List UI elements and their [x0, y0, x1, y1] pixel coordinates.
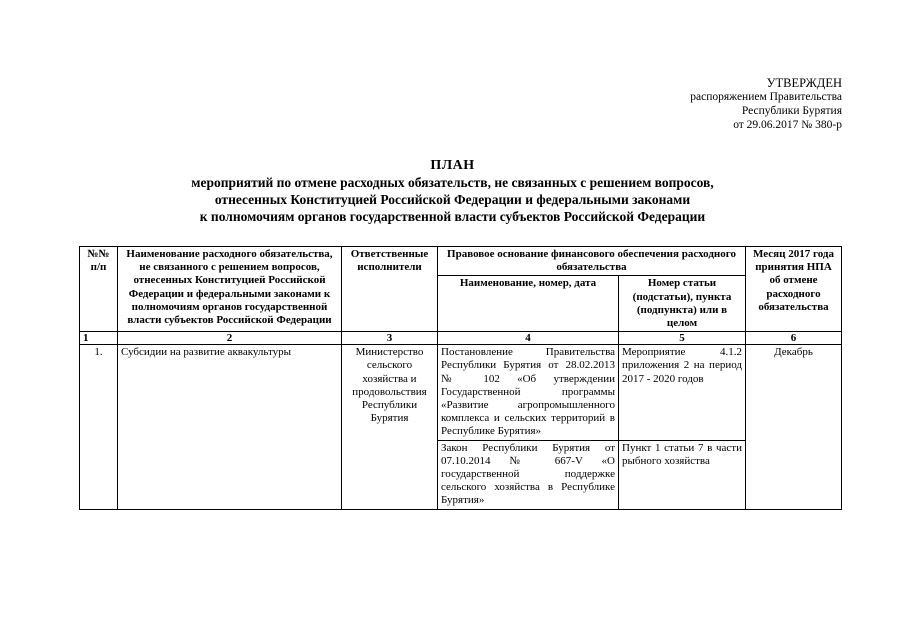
plan-table — [79, 246, 842, 510]
document-subtitle-line-1: мероприятий по отмене расходных обязательств, не связанных с решением вопросов, — [191, 175, 714, 190]
header-obligation-name: Наименование расходного обязательства, не связанного с решением вопросов, отнесенных Конституцией Российской Федерации и федеральными законами к полномочиям органов государственной власти субъектов Российской Федерации — [118, 247, 342, 332]
header-responsible: Ответственные исполнители — [342, 247, 438, 332]
row-number: 1. — [80, 345, 118, 509]
document-subtitle-line-3: к полномочиям органов государственной власти субъектов Российской Федерации — [199, 209, 706, 224]
column-number: 4 — [438, 332, 619, 345]
responsible-executor: Министерство сельского хозяйства и продовольствия Республики Бурятия — [342, 345, 438, 509]
table-row — [80, 345, 842, 440]
column-number: 1 — [80, 332, 118, 345]
approval-line-3: Республики Бурятия — [741, 105, 842, 117]
legal-act: Закон Республики Бурятия от 07.10.2014 № 667-V «О государственной поддержке сельского хозяйства в Республике Бурятия» — [438, 440, 619, 509]
obligation-name: Субсидии на развитие аквакультуры — [118, 345, 342, 509]
column-number: 5 — [619, 332, 746, 345]
article-reference: Пункт 1 статьи 7 в части рыбного хозяйства — [619, 440, 746, 509]
approval-block — [582, 76, 842, 132]
header-month: Месяц 2017 года принятия НПА об отмене расходного обязательства — [746, 247, 842, 332]
document-heading — [0, 157, 905, 225]
header-legal-basis: Правовое основание финансового обеспечения расходного обязательства — [438, 247, 746, 276]
approval-date: от 29.06.2017 № 380-р — [733, 119, 842, 131]
document-subtitle-line-2: отнесенных Конституцией Российской Федерации и федеральными законами — [214, 192, 691, 207]
column-number: 3 — [342, 332, 438, 345]
column-number: 2 — [118, 332, 342, 345]
article-reference: Мероприятие 4.1.2 приложения 2 на период 2017 - 2020 годов — [619, 345, 746, 440]
header-num: №№ п/п — [80, 247, 118, 332]
header-legal-act: Наименование, номер, дата — [438, 276, 619, 332]
document-title: ПЛАН — [430, 158, 475, 173]
column-number: 6 — [746, 332, 842, 345]
approval-line-2: распоряжением Правительства — [690, 91, 842, 103]
legal-act: Постановление Правительства Республики Бурятия от 28.02.2013 № 102 «Об утверждении Государственной программы «Развитие агропромышленного комплекса и сельских территорий в Республике Бурятия» — [438, 345, 619, 440]
adoption-month: Декабрь — [746, 345, 842, 509]
header-article: Номер статьи (подстатьи), пункта (подпункта) или в целом — [619, 276, 746, 332]
approval-title: УТВЕРЖДЕН — [766, 76, 842, 90]
